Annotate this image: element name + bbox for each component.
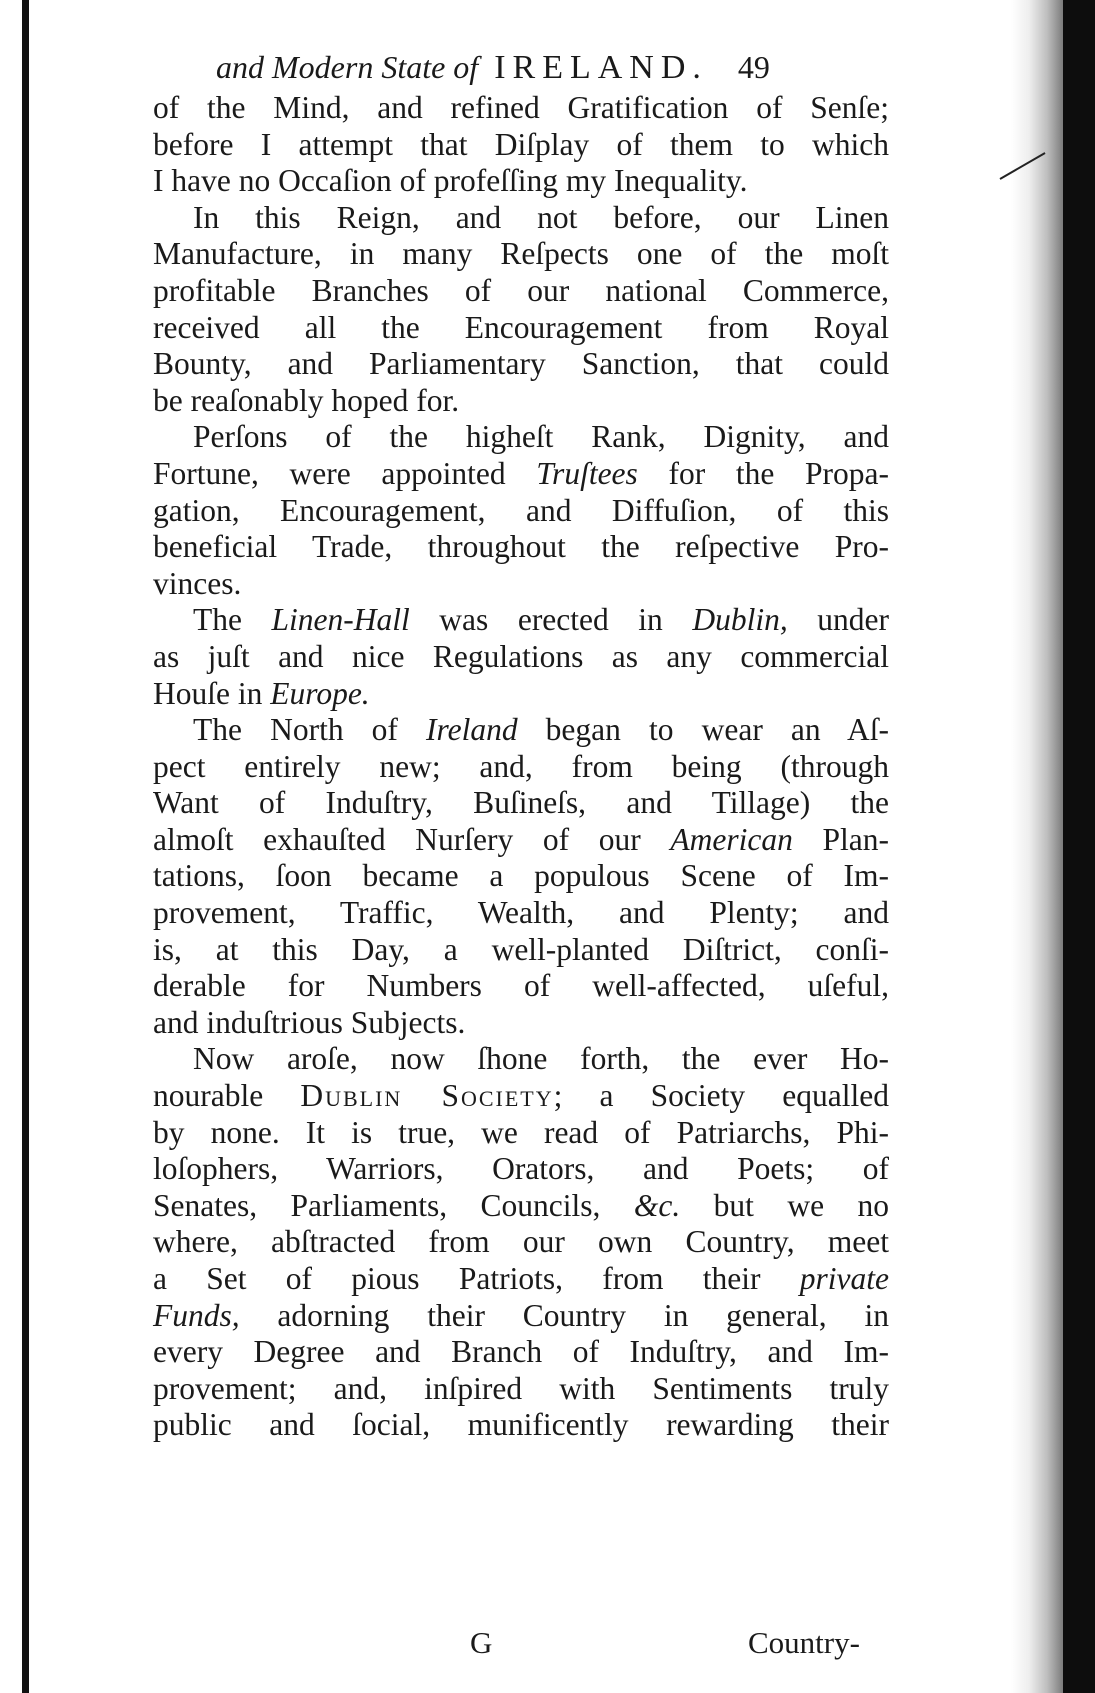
text-run: Perſons of the higheſt Rank, Dignity, and: [193, 419, 889, 455]
text-run: The: [193, 602, 272, 638]
italic-text: Dublin,: [692, 602, 788, 638]
text-line: [153, 493, 889, 530]
text-run: tations, ſoon became a populous Scene of Im-: [153, 858, 889, 894]
text-run: under: [787, 602, 889, 638]
text-run: pect entirely new; and, from being (through: [153, 748, 889, 784]
italic-text: Europe.: [270, 675, 370, 711]
text-line: [153, 858, 889, 895]
text-run: In this Reign, and not before, our Linen: [193, 199, 889, 235]
text-line: [153, 968, 889, 1005]
text-line: [153, 785, 889, 822]
text-run: is, at this Day, a well-planted Diſtrict, conſi-: [153, 931, 889, 967]
text-run: Fortune, were appointed: [153, 455, 537, 491]
text-run: where, abſtracted from our own Country, meet: [153, 1224, 889, 1260]
text-run: I have no Occaſion of profeſſing my Inequality.: [153, 163, 748, 199]
text-run: provement, Traffic, Wealth, and Plenty; and: [153, 895, 889, 931]
text-run: ; a Society equalled: [553, 1078, 889, 1114]
text-line: [153, 529, 889, 566]
text-run: began to wear an Aſ-: [517, 712, 889, 748]
text-line: [153, 1224, 889, 1261]
italic-text: Truſtees: [536, 455, 638, 491]
text-line: [153, 1334, 889, 1371]
text-line: [153, 895, 889, 932]
text-run: nourable: [153, 1078, 301, 1114]
italic-text: Ireland: [426, 712, 518, 748]
text-run: Now aroſe, now ſhone forth, the ever Ho-: [193, 1041, 889, 1077]
text-line: [153, 566, 889, 603]
text-run: but we no: [680, 1187, 889, 1223]
catchword: Country-: [748, 1625, 860, 1660]
text-run: Houſe in: [153, 675, 271, 711]
text-run: The North of: [193, 712, 427, 748]
signature-mark: G: [470, 1625, 493, 1660]
text-line: [153, 127, 889, 164]
text-run: received all the Encouragement from Royal: [153, 309, 889, 345]
text-run: before I attempt that Diſplay of them to which: [153, 126, 889, 162]
italic-text: private: [799, 1261, 889, 1296]
text-line: [153, 712, 889, 749]
text-line: [153, 1407, 889, 1444]
italic-text: Linen-Hall: [271, 602, 410, 638]
text-line: [153, 1078, 889, 1115]
running-title: and Modern State of: [216, 49, 479, 85]
text-line: [153, 1115, 889, 1152]
text-run: Manufacture, in many Reſpects one of the moſt: [153, 236, 889, 272]
text-line: [153, 639, 889, 676]
text-run: every Degree and Branch of Induſtry, and Im-: [153, 1334, 889, 1370]
text-line: [153, 456, 889, 493]
text-run: derable for Numbers of well-affected, uſeful,: [153, 968, 889, 1004]
text-line: [153, 1371, 889, 1408]
text-line: [153, 932, 889, 969]
text-line: [153, 749, 889, 786]
text-line: [153, 1298, 889, 1335]
page-number: 49: [737, 49, 770, 85]
text-run: public and ſocial, munificently rewarding their: [153, 1407, 889, 1443]
text-run: gation, Encouragement, and Diffuſion, of this: [153, 492, 889, 528]
text-line: [153, 1151, 889, 1188]
text-run: vinces.: [153, 565, 242, 601]
body-text: [153, 90, 889, 1444]
text-line: [153, 1005, 889, 1042]
text-line: [153, 383, 889, 420]
text-line: [153, 1188, 889, 1225]
text-run: as juſt and nice Regulations as any commercial: [153, 638, 889, 674]
running-header: [216, 42, 906, 92]
italic-text: American: [670, 821, 793, 857]
text-line: [153, 310, 889, 347]
text-line: [153, 676, 889, 713]
text-line: [153, 200, 889, 237]
text-run: Bounty, and Parliamentary Sanction, that could: [153, 346, 889, 382]
small-caps-text: Dublin Society: [300, 1078, 554, 1114]
text-line: [153, 273, 889, 310]
italic-text: Funds,: [153, 1297, 240, 1333]
text-run: by none. It is true, we read of Patriarchs, Phi-: [153, 1114, 889, 1150]
text-line: [153, 1041, 889, 1078]
page-right-edge: [1063, 0, 1095, 1693]
text-run: almoſt exhauſted Nurſery of our: [153, 821, 671, 857]
text-run: profitable Branches of our national Commerce,: [153, 272, 889, 308]
running-title-caps: IRELAND.: [494, 49, 708, 86]
text-run: and induſtrious Subjects.: [153, 1004, 466, 1040]
text-run: Want of Induſtry, Buſineſs, and Tillage) the: [153, 785, 889, 821]
binding-gutter-shadow: [1011, 0, 1063, 1693]
text-run: loſophers, Warriors, Orators, and Poets; of: [153, 1151, 889, 1187]
text-run: a Set of pious Patriots, from their: [153, 1261, 800, 1296]
text-run: Senates, Parliaments, Councils,: [153, 1187, 634, 1223]
text-run: was erected in: [409, 602, 693, 638]
text-run: for the Propa-: [637, 455, 889, 491]
text-line: [153, 346, 889, 383]
text-run: adorning their Country in general, in: [239, 1297, 889, 1333]
text-run: provement; and, inſpired with Sentiments truly: [153, 1370, 889, 1406]
text-run: of the Mind, and refined Gratification of Senſe;: [153, 90, 889, 125]
page-left-edge: [22, 0, 29, 1693]
text-line: [153, 1261, 889, 1298]
text-line: [153, 822, 889, 859]
text-line: [153, 163, 889, 200]
text-line: [153, 236, 889, 273]
text-line: [153, 602, 889, 639]
text-run: beneficial Trade, throughout the reſpective Pro-: [153, 529, 889, 565]
text-line: [153, 90, 889, 127]
text-line: [153, 419, 889, 456]
text-run: Plan-: [792, 821, 889, 857]
italic-text: &c.: [633, 1187, 681, 1223]
text-run: be reaſonably hoped for.: [153, 382, 460, 418]
